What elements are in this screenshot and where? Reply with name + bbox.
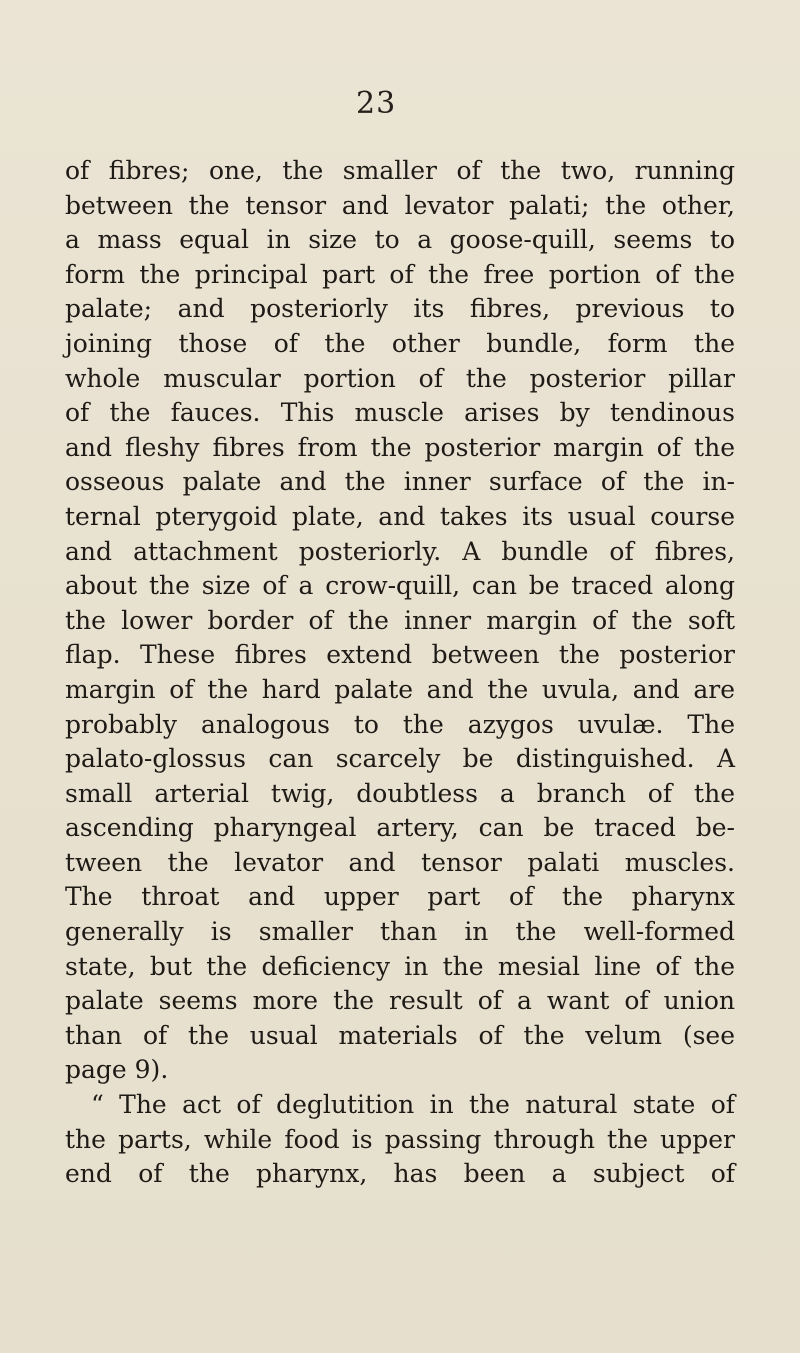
text-line: about the size of a crow-quill, can be traced along (65, 571, 735, 601)
text-line: ascending pharyngeal artery, can be traced be- (65, 813, 735, 843)
text-line: between the tensor and levator palati; the other, (65, 190, 735, 220)
text-line: joining those of the other bundle, form the (65, 328, 735, 358)
paragraph-start-line: “ The act of deglutition in the natural state of (91, 1090, 735, 1120)
text-line: end of the pharynx, has been a subject of (65, 1159, 735, 1189)
page-number: 23 (356, 86, 397, 121)
text-line: and attachment posteriorly. A bundle of fibres, (65, 536, 735, 566)
text-line: tween the levator and tensor palati muscles. (65, 847, 735, 877)
text-line: of fibres; one, the smaller of the two, running (65, 156, 735, 185)
text-line: generally is smaller than in the well-formed (65, 917, 735, 947)
text-line: flap. These fibres extend between the posterior (65, 640, 735, 670)
body-text (65, 154, 735, 1192)
text-line: whole muscular portion of the posterior pillar (65, 363, 735, 393)
text-line: a mass equal in size to a goose-quill, seems to (65, 225, 735, 255)
text-line: and fleshy fibres from the posterior margin of the (65, 432, 735, 462)
text-line: the lower border of the inner margin of the soft (65, 605, 735, 635)
text-line: probably analogous to the azygos uvulæ. The (65, 709, 735, 739)
text-line: form the principal part of the free portion of the (65, 259, 735, 289)
text-line: state, but the deficiency in the mesial line of the (65, 951, 735, 981)
text-line: The throat and upper part of the pharynx (65, 882, 735, 912)
text-line: margin of the hard palate and the uvula, and are (65, 674, 735, 704)
text-line: than of the usual materials of the velum (see (65, 1020, 735, 1050)
text-line: small arterial twig, doubtless a branch of the (65, 778, 735, 808)
text-line: the parts, while food is passing through the upper (65, 1124, 735, 1154)
text-line: of the fauces. This muscle arises by tendinous (65, 398, 735, 428)
text-line: palate; and posteriorly its fibres, previous to (65, 294, 735, 324)
text-line: palato-glossus can scarcely be distinguished. A (65, 744, 735, 774)
text-line: osseous palate and the inner surface of the in- (65, 467, 735, 497)
text-line: ternal pterygoid plate, and takes its usual course (65, 501, 735, 531)
text-line: palate seems more the result of a want of union (65, 986, 735, 1016)
paragraph-end-line: page 9). (65, 1055, 169, 1085)
